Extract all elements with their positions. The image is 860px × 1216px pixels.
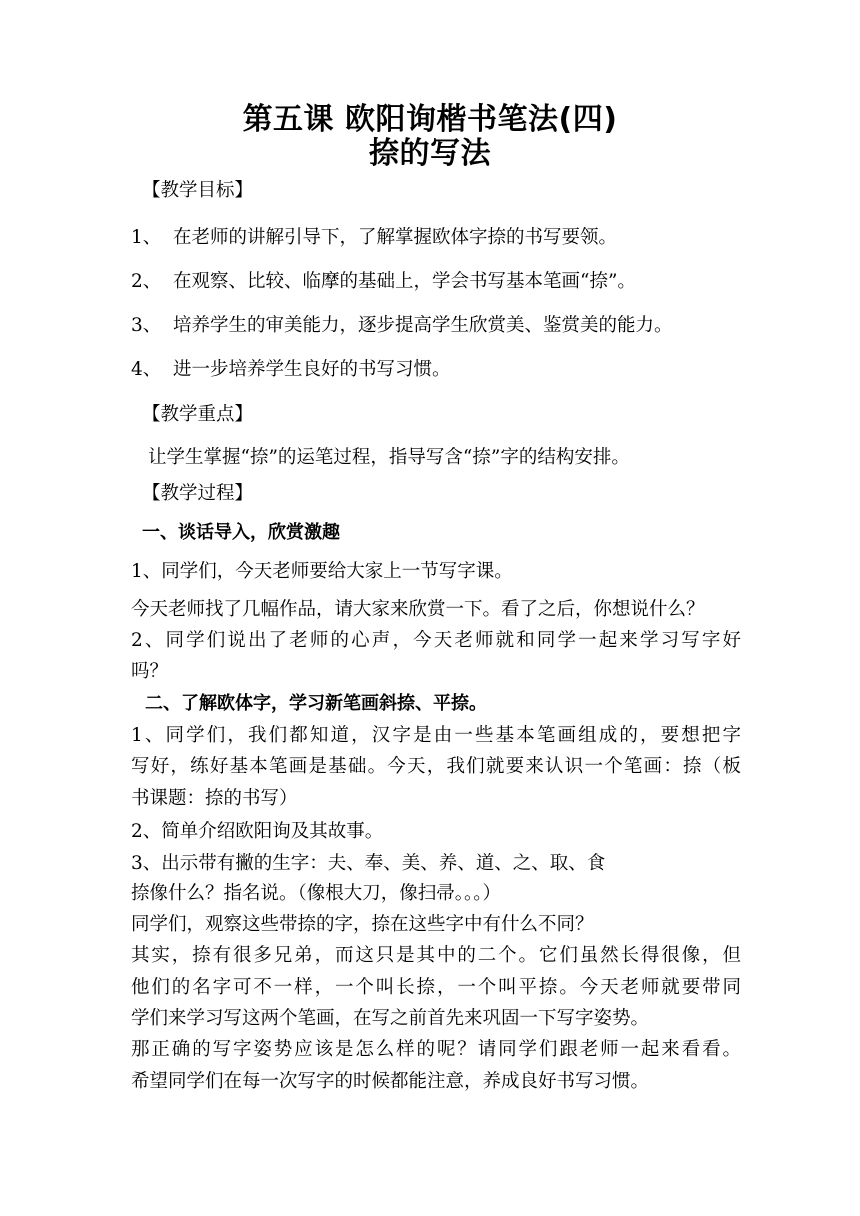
- part2-heading: 二、了解欧体字，学习新笔画斜捺、平捺。: [145, 693, 487, 714]
- paragraph-line: 同学们，观察这些带捺的字，捺在这些字中有什么不同？: [131, 914, 594, 935]
- paragraph-line: 吗？: [131, 661, 169, 682]
- paragraph-line: 2、同学们说出了老师的心声，今天老师就和同学一起来学习写字好: [131, 630, 741, 651]
- objective-item-4: [131, 357, 741, 383]
- objective-number: 4、: [131, 359, 162, 380]
- document-subtitle: 捺的写法: [369, 136, 491, 171]
- document-title: 第五课 欧阳询楷书笔法(四): [242, 102, 618, 137]
- paragraph-line: 其实，捺有很多兄弟，而这只是其中的二个。它们虽然长得很像，但: [131, 945, 741, 966]
- paragraph-line: 希望同学们在每一次写字的时候都能注意，养成良好书写习惯。: [131, 1071, 650, 1092]
- objective-number: 3、: [131, 315, 162, 336]
- keypoints-heading: 【教学重点】: [142, 404, 254, 425]
- paragraph-line: 2、简单介绍欧阳询及其故事。: [131, 821, 384, 842]
- paragraph-line: 写好，练好基本笔画是基础。今天，我们就要来认识一个笔画：捺（板: [131, 756, 741, 777]
- objective-item-2: [131, 269, 741, 295]
- objective-number: 1、: [131, 227, 162, 248]
- objective-item-1: [131, 225, 741, 251]
- part1-heading: 一、谈话导入，欣赏激趣: [142, 522, 340, 543]
- paragraph-line: 1、同学们，今天老师要给大家上一节写字课。: [131, 561, 513, 582]
- paragraph-line: 他们的名字可不一样，一个叫长捺，一个叫平捺。今天老师就要带同: [131, 977, 741, 998]
- paragraph-line: 3、出示带有撇的生字：夫、奉、美、养、道、之、取、食: [131, 853, 606, 874]
- objective-number: 2、: [131, 271, 162, 292]
- paragraph-line: 学们来学习写这两个笔画，在写之前首先来巩固一下写字姿势。: [131, 1008, 650, 1029]
- paragraph-line: 书课题：捺的书写）: [131, 788, 298, 809]
- objectives-heading: 【教学目标】: [142, 180, 254, 201]
- objective-text: 在观察、比较、临摩的基础上，学会书写基本笔画“捺”。: [173, 271, 636, 292]
- objective-text: 在老师的讲解引导下，了解掌握欧体字捺的书写要领。: [173, 227, 618, 248]
- objective-item-3: [131, 313, 741, 339]
- paragraph-line: 今天老师找了几幅作品，请大家来欣赏一下。看了之后，你想说什么？: [131, 599, 705, 620]
- paragraph-line: 1、同学们，我们都知道，汉字是由一些基本笔画组成的，要想把字: [131, 725, 741, 746]
- keypoints-text: 让学生掌握“捺”的运笔过程，指导写含“捺”字的结构安排。: [148, 447, 630, 468]
- paragraph-line: 捺像什么？指名说。（像根大刀，像扫帚。。。）: [131, 883, 502, 904]
- paragraph-line: 那正确的写字姿势应该是怎么样的呢？请同学们跟老师一起来看看。: [131, 1039, 741, 1060]
- objective-text: 进一步培养学生良好的书写习惯。: [173, 359, 451, 380]
- process-heading: 【教学过程】: [142, 483, 254, 504]
- objective-text: 培养学生的审美能力，逐步提高学生欣赏美、鉴赏美的能力。: [173, 315, 673, 336]
